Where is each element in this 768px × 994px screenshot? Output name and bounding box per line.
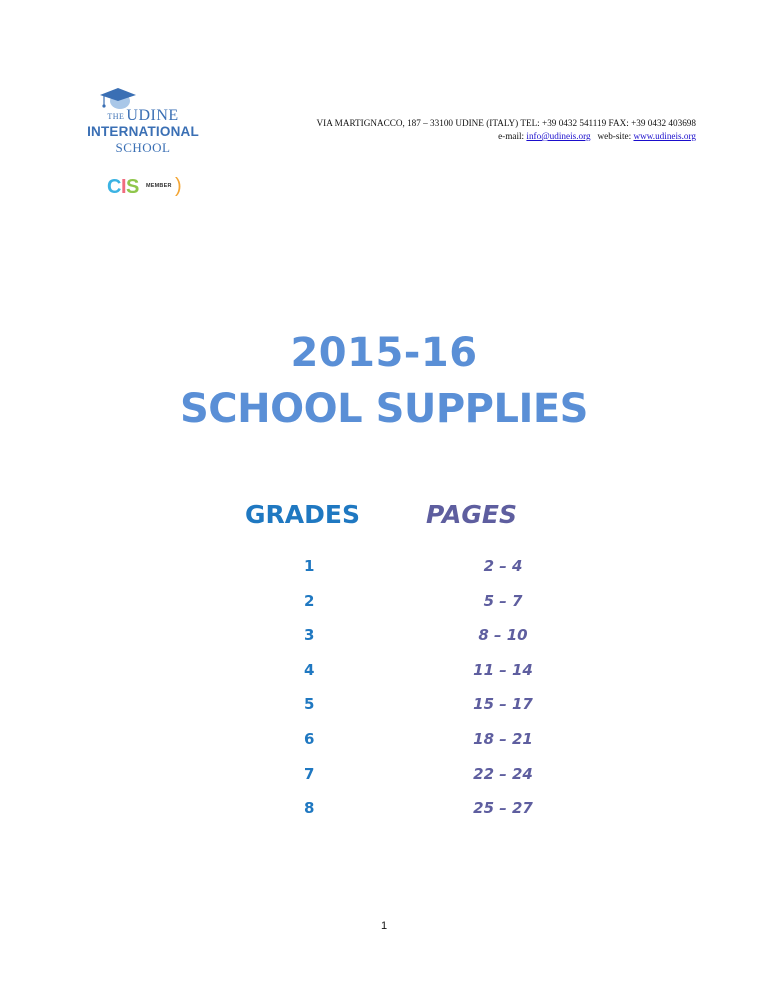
school-logo xyxy=(78,86,208,158)
address-line: VIA MARTIGNACCO, 187 – 33100 UDINE (ITALY) TEL: +39 0432 541119 FAX: +39 0432 403698 xyxy=(316,118,696,128)
grade-cell: 6 xyxy=(304,730,315,748)
contact-line: e-mail: info@udineis.org web-site: www.udineis.org xyxy=(498,131,696,141)
pages-header: PAGES xyxy=(426,500,517,529)
grade-cell: 5 xyxy=(304,695,315,714)
table-row xyxy=(0,661,768,685)
cis-member-badge xyxy=(107,176,185,198)
logo-international: INTERNATIONAL xyxy=(87,124,199,139)
grade-cell: 1 xyxy=(304,557,315,575)
website-link[interactable]: www.udineis.org xyxy=(633,131,696,141)
cis-member-label: MEMBER xyxy=(146,183,172,189)
table-row xyxy=(0,592,768,616)
table-row xyxy=(0,799,768,823)
pages-cell: 8 – 10 xyxy=(478,626,528,645)
table-row xyxy=(0,557,768,581)
cis-paren: ) xyxy=(175,175,182,197)
cis-logo-text: CIS xyxy=(107,176,139,198)
grade-cell: 7 xyxy=(304,764,315,783)
logo-school: SCHOOL xyxy=(115,140,171,155)
pages-cell: 22 – 24 xyxy=(473,764,533,783)
pages-cell: 15 – 17 xyxy=(473,695,533,714)
table-row xyxy=(0,765,768,789)
grade-cell: 8 xyxy=(304,799,315,818)
pages-cell: 25 – 27 xyxy=(473,799,533,818)
grades-header: GRADES xyxy=(245,500,360,529)
grade-cell: 4 xyxy=(304,660,315,679)
logo-udine: THE UDINE xyxy=(107,107,179,124)
school-address xyxy=(317,117,696,143)
grade-cell: 2 xyxy=(304,591,315,610)
pages-cell: 18 – 21 xyxy=(473,730,533,748)
pages-cell: 5 – 7 xyxy=(483,591,523,610)
page-number: 1 xyxy=(380,920,388,932)
grade-cell: 3 xyxy=(304,626,315,645)
email-link[interactable]: info@udineis.org xyxy=(526,131,591,141)
pages-cell: 2 – 4 xyxy=(483,557,523,575)
page-title: SCHOOL SUPPLIES xyxy=(180,386,588,432)
title-year: 2015-16 xyxy=(290,330,478,376)
table-row xyxy=(0,626,768,650)
table-row xyxy=(0,730,768,754)
table-row xyxy=(0,695,768,719)
pages-cell: 11 – 14 xyxy=(473,660,533,679)
